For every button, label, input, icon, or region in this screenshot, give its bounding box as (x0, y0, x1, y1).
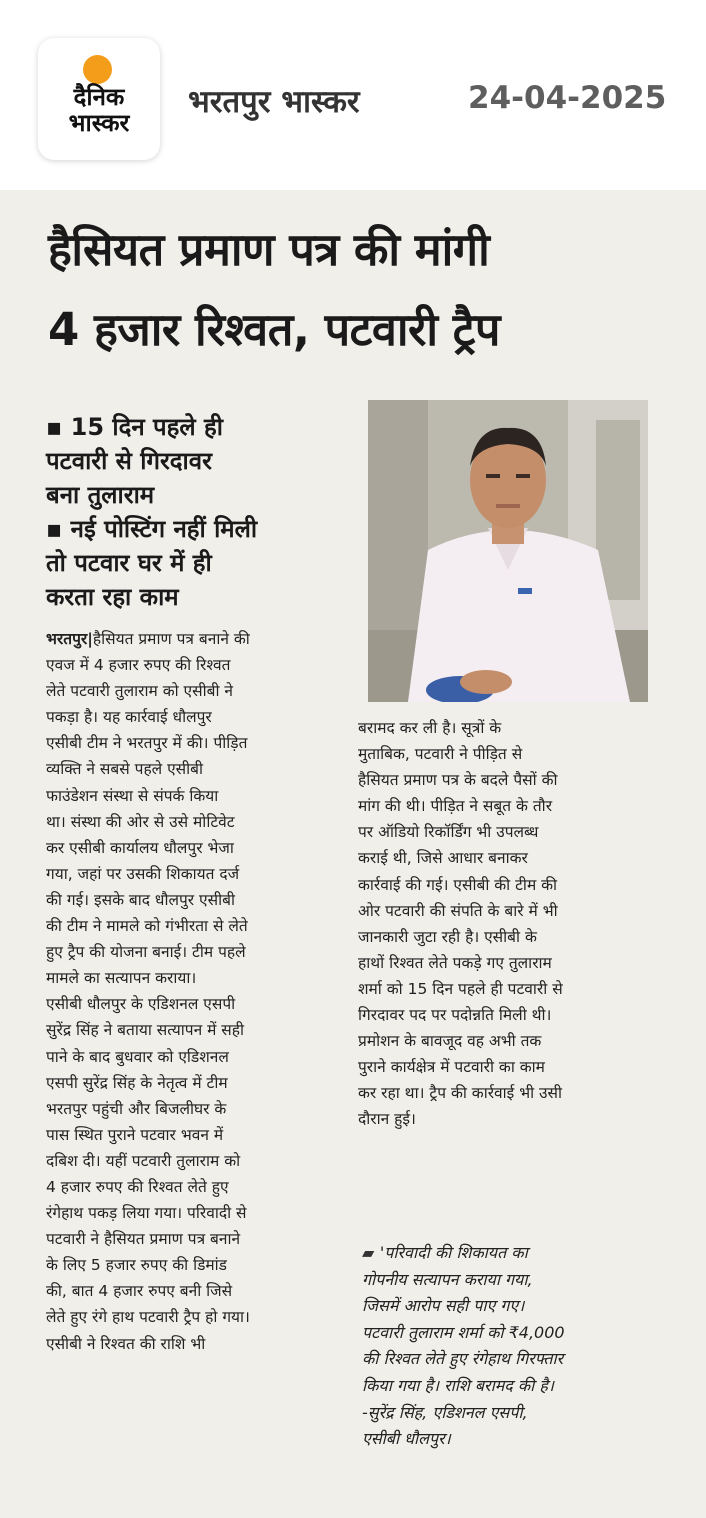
bullet-line: बना तुलाराम (46, 481, 155, 509)
article-text-line: प्रमोशन के बावजूद वह अभी तक (358, 1032, 542, 1051)
logo-text-line2: भास्कर (68, 109, 130, 137)
article-text-line: गिरदावर पद पर पदोन्नति मिली थी। (358, 1006, 552, 1025)
man-portrait-illustration (368, 400, 648, 702)
article-text-line: फाउंडेशन संस्था से संपर्क किया (46, 786, 219, 805)
article-column-left (46, 626, 340, 1357)
article-text-line: लेते हुए रंगे हाथ पटवारी ट्रैप हो गया। (46, 1308, 250, 1327)
article-text-line: पर ऑडियो रिकॉर्डिंग भी उपलब्ध (358, 823, 539, 842)
article-text-line: कार्रवाई की गई। एसीबी की टीम की (358, 875, 558, 894)
article-text-line: दबिश दी। यहीं पटवारी तुलाराम को (46, 1151, 241, 1170)
edition-date: 24-04-2025 (468, 80, 667, 116)
article-text-line: रंगेहाथ पकड़ लिया गया। परिवादी से (46, 1204, 247, 1223)
quote-marker-icon: ▰ (362, 1243, 380, 1262)
article-column-right (358, 715, 652, 1133)
sun-logo-icon (83, 55, 112, 84)
quote-line: पटवारी तुलाराम शर्मा को ₹4,000 (362, 1322, 565, 1342)
quote-attribution: -सुरेंद्र सिंह, एडिशनल एसपी, (362, 1402, 528, 1422)
app-header (0, 0, 706, 175)
article-text-line: था। संस्था की ओर से उसे मोटिवेट (46, 812, 235, 831)
article-text-line: शर्मा को 15 दिन पहले ही पटवारी से (358, 979, 563, 998)
bullet-line: ▪ नई पोस्टिंग नहीं मिली (46, 515, 258, 543)
logo-text-line1: दैनिक (73, 83, 125, 111)
article-text-line: की टीम ने मामले को गंभीरता से लेते (46, 917, 248, 936)
quote-line: गोपनीय सत्यापन कराया गया, (362, 1269, 533, 1289)
accused-photo (368, 400, 648, 702)
article-text-line: एसीबी धौलपुर के एडिशनल एसपी (46, 995, 236, 1014)
article-text-line: सुरेंद्र सिंह ने बताया सत्यापन में सही (46, 1021, 245, 1040)
article-text-line: की, बात 4 हजार रुपए बनी जिसे (46, 1282, 233, 1301)
article-text-line: हैसियत प्रमाण पत्र बनाने की (92, 630, 250, 648)
article-text-line: पाने के बाद बुधवार को एडिशनल (46, 1047, 229, 1066)
article-text-line: भरतपुर पहुंची और बिजलीघर के (46, 1099, 227, 1118)
quote-attribution: एसीबी धौलपुर। (362, 1429, 451, 1449)
article-text-line: मामले का सत्यापन कराया। (46, 969, 197, 988)
article-text-line: 4 हजार रुपए की रिश्वत लेते हुए (46, 1177, 229, 1196)
bullet-line: पटवारी से गिरदावर (46, 447, 212, 475)
article-text-line: कराई थी, जिसे आधार बनाकर (358, 849, 528, 868)
article-text-line: जानकारी जुटा रही है। एसीबी के (358, 927, 537, 946)
article-text-line: एसीबी टीम ने भरतपुर में की। पीड़ित (46, 734, 248, 753)
article-text-line: मांग की थी। पीड़ित ने सबूत के तौर (358, 797, 553, 816)
article-text-line: लेते पटवारी तुलाराम को एसीबी ने (46, 682, 234, 701)
article-text-line: हैसियत प्रमाण पत्र के बदले पैसों की (358, 771, 558, 790)
article-text-line: पास स्थित पुराने पटवार भवन में (46, 1125, 224, 1144)
article-text-line: हाथों रिश्वत लेते पकड़े गए तुलाराम (358, 953, 552, 972)
article-text-line: पटवारी ने हैसियत प्रमाण पत्र बनाने (46, 1230, 241, 1249)
dainik-bhaskar-logo[interactable] (38, 38, 160, 160)
quote-line: 'परिवादी की शिकायत का (379, 1243, 528, 1262)
article-text-line: के लिए 5 हजार रुपए की डिमांड (46, 1256, 227, 1275)
quote-line (362, 1240, 662, 1267)
subhead-bullets (46, 410, 356, 614)
article-text-line: एवज में 4 हजार रुपए की रिश्वत (46, 656, 231, 675)
article-text-line: की गई। इसके बाद धौलपुर एसीबी (46, 890, 235, 909)
quote-line: किया गया है। राशि बरामद की है। (362, 1375, 554, 1395)
edition-name: भरतपुर भास्कर (188, 84, 360, 120)
quote-line: की रिश्वत लेते हुए रंगेहाथ गिरफ्तार (362, 1349, 564, 1369)
article-text-line: मुताबिक, पटवारी ने पीड़ित से (358, 745, 523, 764)
bullet-line: तो पटवार घर में ही (46, 549, 212, 577)
dateline: भरतपुर| (46, 630, 93, 648)
article-text-line: कर रहा था। ट्रैप की कार्रवाई भी उसी (358, 1084, 563, 1103)
quote-line: जिसमें आरोप सही पाए गए। (362, 1296, 525, 1316)
article-text-line: व्यक्ति ने सबसे पहले एसीबी (46, 760, 204, 779)
article-text-line: पुराने कार्यक्षेत्र में पटवारी का काम (358, 1058, 545, 1077)
article-text-line: पकड़ा है। यह कार्रवाई धौलपुर (46, 708, 212, 727)
article-text-line: कर एसीबी कार्यालय धौलपुर भेजा (46, 838, 234, 857)
article-text-line: एसीबी ने रिश्वत की राशि भी (46, 1334, 206, 1353)
article-text-line: ओर पटवारी की संपति के बारे में भी (358, 901, 558, 920)
article-text-line: दौरान हुई। (358, 1110, 416, 1129)
article-text-line: बरामद कर ली है। सूत्रों के (358, 719, 502, 737)
article-text-line: गया, जहां पर उसकी शिकायत दर्ज (46, 864, 240, 883)
headline-line2: 4 हजार रिश्वत, पटवारी ट्रैप (48, 303, 500, 356)
bullet-line: ▪ 15 दिन पहले ही (46, 413, 223, 441)
article-text-line (46, 626, 340, 652)
article-text-line: एसपी सुरेंद्र सिंह के नेतृत्व में टीम (46, 1073, 228, 1092)
article-text-line: हुए ट्रैप की योजना बनाई। टीम पहले (46, 943, 246, 962)
headline-line1: हैसियत प्रमाण पत्र की मांगी (48, 223, 490, 276)
bullet-line: करता रहा काम (46, 583, 179, 611)
official-quote (362, 1240, 662, 1453)
